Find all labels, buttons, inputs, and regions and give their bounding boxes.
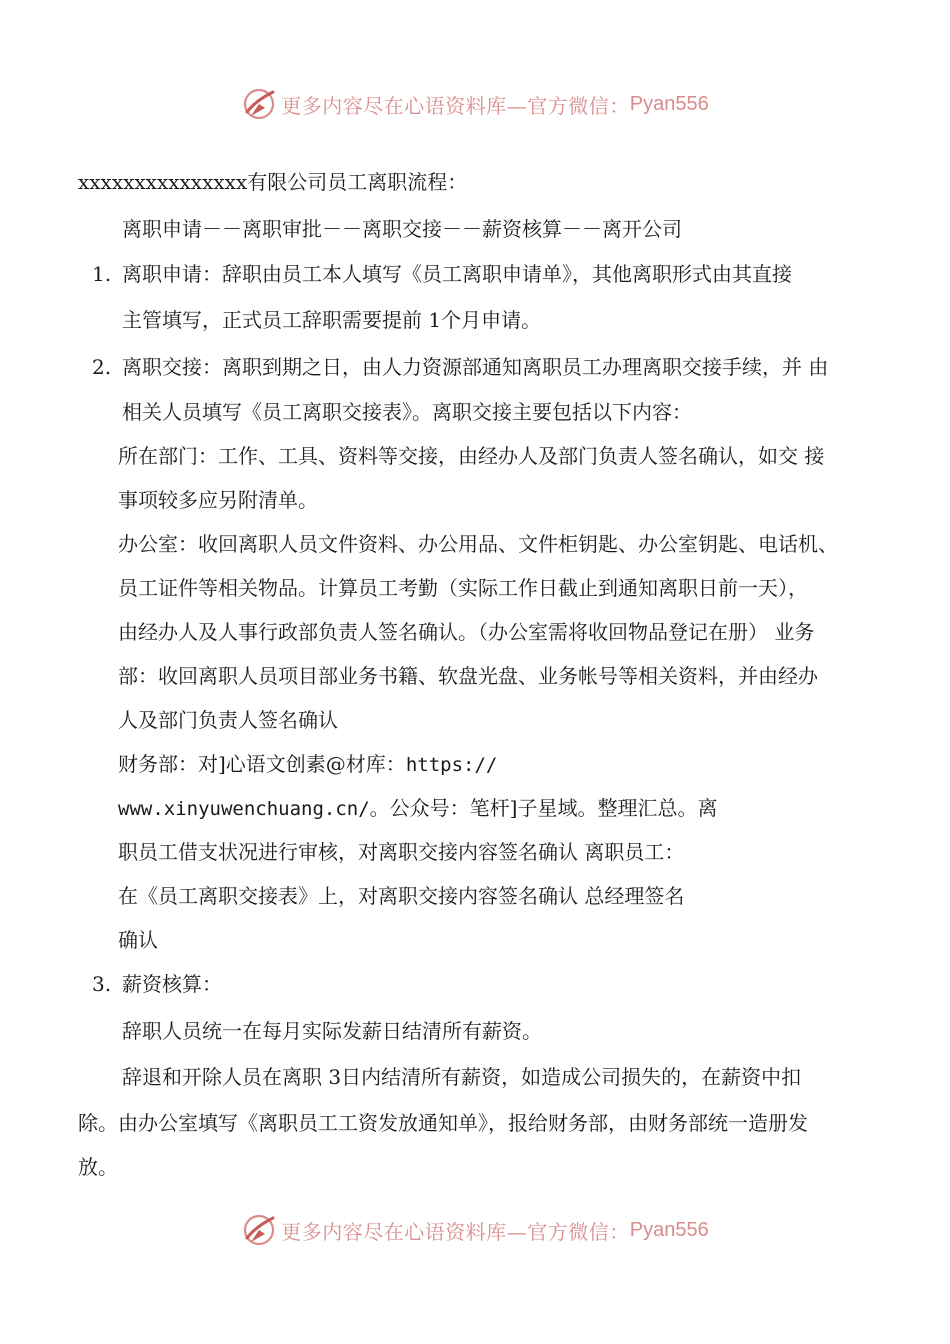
- pen-circle-logo-icon: [241, 86, 277, 122]
- paragraph-line: 主管填写，正式员工辞职需要提前 1个月申请。: [122, 308, 542, 332]
- pen-circle-logo-icon: [241, 1212, 277, 1248]
- paragraph-line: 离职交接：离职到期之日，由人力资源部通知离职员工办理离职交接手续，并 由: [122, 355, 829, 379]
- list-number: 1.: [92, 262, 112, 286]
- watermark-text: 更多内容尽在心语资料库—官方微信：: [281, 1219, 630, 1244]
- paragraph-line: 辞职人员统一在每月实际发薪日结清所有薪资。: [122, 1019, 542, 1043]
- paragraph-line: [118, 794, 717, 823]
- paragraph-line: 职员工借支状况进行审核，对离职交接内容签名确认 离职员工：: [118, 840, 685, 864]
- list-number: 2.: [92, 355, 112, 379]
- watermark-wechat-id: Pyan556: [629, 1218, 709, 1241]
- finance-label: 财务部：对]心语文创素@材库：: [118, 752, 406, 776]
- watermark-wechat-id: Pyan556: [629, 92, 709, 115]
- url-part: https://: [405, 754, 498, 776]
- section-title: 薪资核算：: [122, 972, 222, 996]
- paragraph-line: 确认: [118, 928, 158, 952]
- url-part: www.xinyuwenchuang.cn/: [118, 798, 370, 820]
- paragraph-line: 放。: [78, 1155, 118, 1179]
- footer-watermark: [0, 1208, 950, 1252]
- paragraph-line: [118, 750, 497, 779]
- paragraph-line: 相关人员填写《员工离职交接表》。离职交接主要包括以下内容：: [122, 400, 692, 424]
- header-watermark: [0, 82, 950, 126]
- list-number: 3.: [92, 972, 112, 996]
- paragraph-line: 办公室：收回离职人员文件资料、办公用品、文件柜钥匙、办公室钥匙、电话机、: [118, 532, 838, 556]
- paragraph-line: 除。由办公室填写《离职员工工资发放通知单》，报给财务部，由财务部统一造册发: [78, 1111, 808, 1135]
- paragraph-line: 在《员工离职交接表》上，对离职交接内容签名确认 总经理签名: [118, 884, 685, 908]
- paragraph-line: 辞退和开除人员在离职 3日内结清所有薪资，如造成公司损失的，在薪资中扣: [122, 1065, 802, 1089]
- paragraph-line: 部：收回离职人员项目部业务书籍、软盘光盘、业务帐号等相关资料，并由经办: [118, 664, 818, 688]
- paragraph-line: 事项较多应另附清单。: [118, 488, 318, 512]
- paragraph-line: 所在部门：工作、工具、资料等交接，由经办人及部门负责人签名确认，如交 接: [118, 444, 825, 468]
- paragraph-line: 由经办人及人事行政部负责人签名确认。（办公室需将收回物品登记在册） 业务: [118, 620, 815, 644]
- document-title: xxxxxxxxxxxxxxx有限公司员工离职流程：: [78, 170, 468, 194]
- watermark-text: 更多内容尽在心语资料库—官方微信：: [281, 93, 630, 118]
- paragraph-line: 离职申请：辞职由员工本人填写《员工离职申请单》，其他离职形式由其直接: [122, 262, 792, 286]
- paragraph-line: 人及部门负责人签名确认: [118, 708, 338, 732]
- paragraph-text: 。公众号：笔杆]子星域。整理汇总。离: [369, 796, 718, 820]
- paragraph-line: 员工证件等相关物品。计算员工考勤（实际工作日截止到通知离职日前一天），: [118, 576, 808, 600]
- process-flow: 离职申请－－离职审批－－离职交接－－薪资核算－－离开公司: [122, 217, 682, 241]
